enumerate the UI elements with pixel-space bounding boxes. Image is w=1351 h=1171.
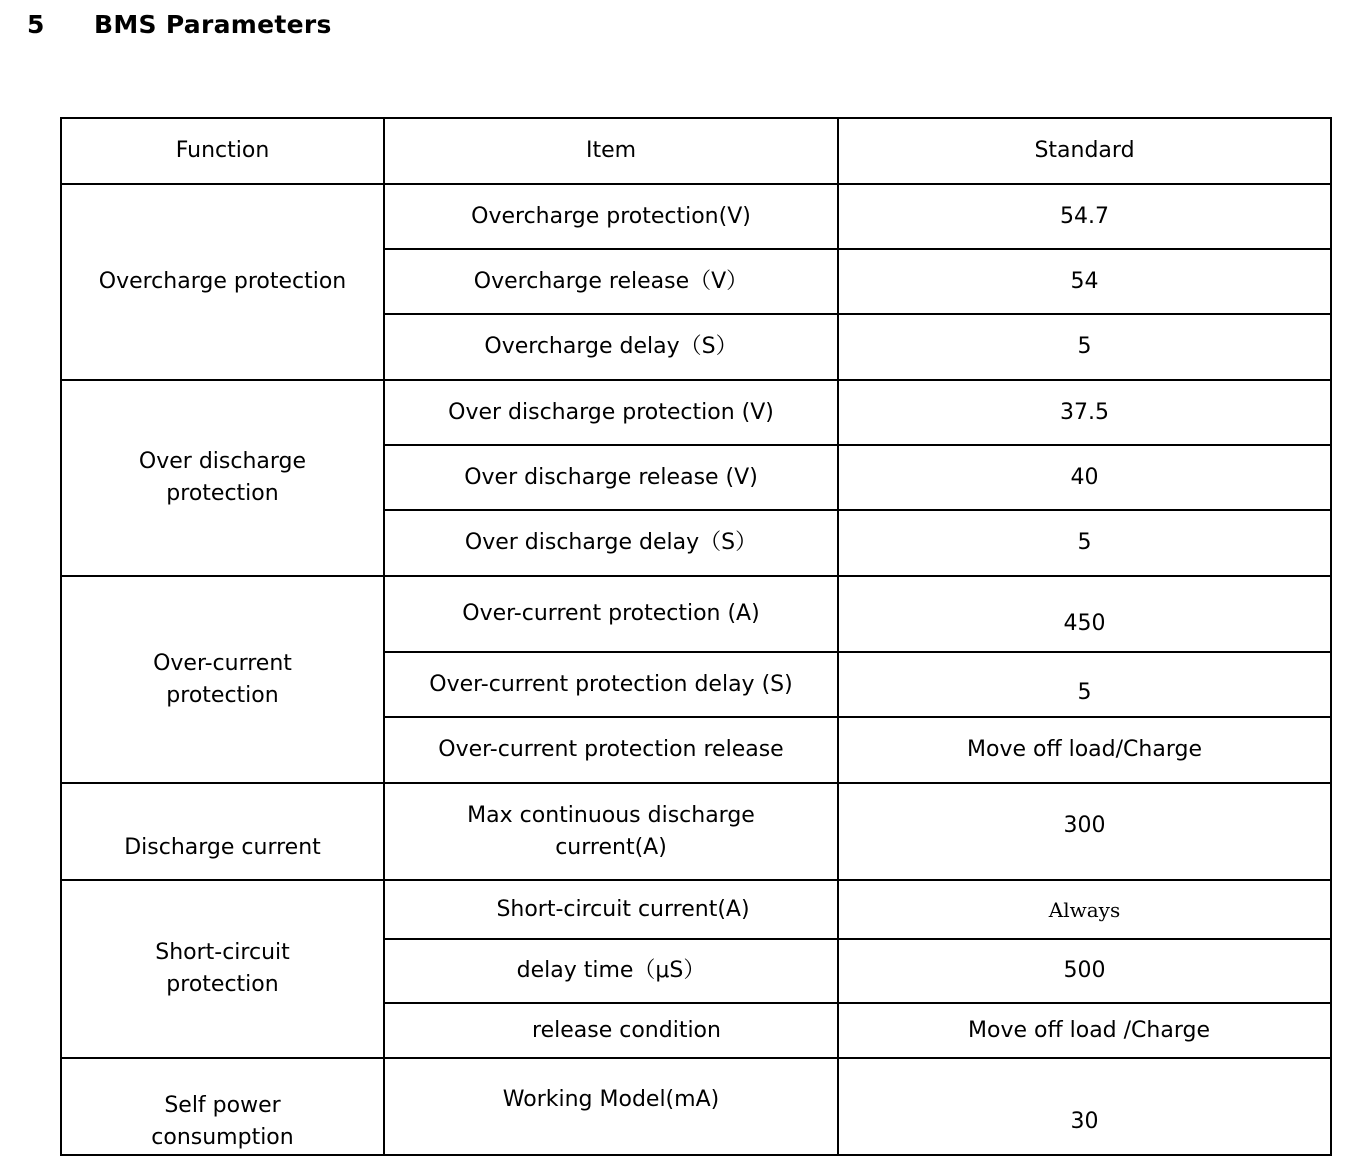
function-cell: Overcharge protection [61, 184, 384, 380]
item-cell: release condition [384, 1003, 838, 1058]
item-cell: Over discharge protection (V) [384, 380, 838, 445]
standard-cell: 54.7 [838, 184, 1331, 249]
item-cell: delay time（μS） [384, 939, 838, 1003]
table-row [61, 380, 1331, 445]
item-cell: Max continuous discharge current(A) [384, 783, 838, 880]
item-cell: Working Model(mA) [384, 1058, 838, 1155]
function-cell: Short-circuit protection [61, 880, 384, 1058]
item-cell: Overcharge delay（S） [384, 314, 838, 380]
standard-cell: Move off load/Charge [838, 717, 1331, 783]
function-cell: Over-current protection [61, 576, 384, 783]
standard-cell: 5 [838, 314, 1331, 380]
table-row [61, 576, 1331, 652]
header-function: Function [61, 118, 384, 184]
function-cell: Discharge current [61, 783, 384, 880]
item-cell: Short-circuit current(A) [384, 880, 838, 939]
standard-cell: 5 [838, 652, 1331, 717]
header-standard: Standard [838, 118, 1331, 184]
bms-parameters-table [60, 117, 1332, 1156]
standard-cell: 5 [838, 510, 1331, 576]
header-item: Item [384, 118, 838, 184]
item-cell: Over-current protection delay (S) [384, 652, 838, 717]
item-cell: Overcharge protection(V) [384, 184, 838, 249]
table-row [61, 1058, 1331, 1155]
table-row [61, 880, 1331, 939]
function-cell: Over discharge protection [61, 380, 384, 576]
standard-cell: 30 [838, 1058, 1331, 1155]
standard-cell: 300 [838, 783, 1331, 880]
standard-cell: 37.5 [838, 380, 1331, 445]
standard-cell: 40 [838, 445, 1331, 510]
section-number: 5 [27, 10, 45, 39]
section-heading [27, 10, 332, 39]
standard-cell: Move off load /Charge [838, 1003, 1331, 1058]
standard-cell: 54 [838, 249, 1331, 314]
standard-cell: 500 [838, 939, 1331, 1003]
table-row [61, 783, 1331, 880]
item-cell: Over-current protection (A) [384, 576, 838, 652]
section-title: BMS Parameters [94, 10, 332, 39]
item-cell: Overcharge release（V） [384, 249, 838, 314]
standard-cell: 450 [838, 576, 1331, 652]
standard-cell: Always [838, 880, 1331, 939]
function-cell: Self power consumption [61, 1058, 384, 1155]
item-cell: Over discharge release (V) [384, 445, 838, 510]
table-header-row [61, 118, 1331, 184]
table-row [61, 184, 1331, 249]
item-cell: Over discharge delay（S） [384, 510, 838, 576]
item-cell: Over-current protection release [384, 717, 838, 783]
